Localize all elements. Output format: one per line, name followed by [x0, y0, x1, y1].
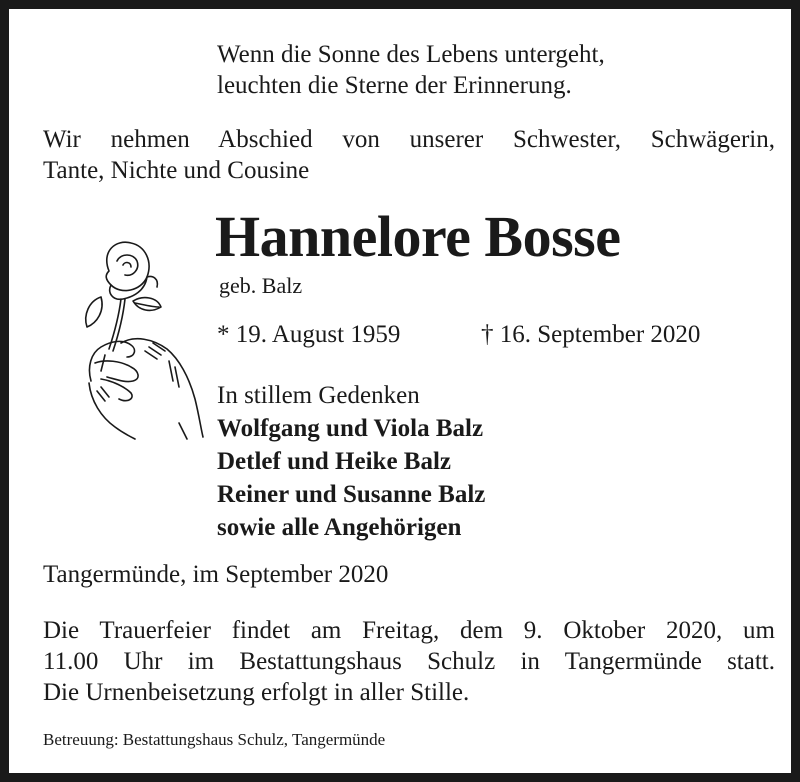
motto-line-1: Wenn die Sonne des Lebens untergeht,: [217, 41, 605, 68]
motto-line-2: leuchten die Sterne der Erinnerung.: [217, 72, 572, 99]
mourner-name: Reiner und Susanne Balz: [217, 481, 486, 508]
birth-name: geb. Balz: [219, 273, 303, 298]
rose-hand-illustration: [61, 231, 211, 441]
deceased-name: Hannelore Bosse: [215, 204, 621, 269]
mourners-heading: In stillem Gedenken: [217, 382, 420, 409]
mourner-name: Detlef und Heike Balz: [217, 448, 452, 475]
mourner-name: sowie alle Angehörigen: [217, 514, 462, 541]
service-line-2: 11.00 Uhr im Bestattungshaus Schulz in Tangermünde statt.: [43, 648, 775, 675]
mourner-name: Wolfgang und Viola Balz: [217, 415, 484, 442]
intro-line-1: Wir nehmen Abschied von unserer Schwester, Schwägerin,: [43, 126, 775, 153]
place-date: Tangermünde, im September 2020: [43, 561, 389, 588]
service-line-1: Die Trauerfeier findet am Freitag, dem 9. Oktober 2020, um: [43, 617, 775, 644]
funeral-service-info: [43, 615, 775, 708]
intro-text: [43, 124, 775, 186]
mourners-block: [217, 379, 485, 544]
care-credit: Betreuung: Bestattungshaus Schulz, Tangermünde: [43, 730, 386, 749]
birth-date: * 19. August 1959: [217, 321, 401, 348]
service-line-3: Die Urnenbeisetzung erfolgt in aller Stille.: [43, 679, 470, 706]
death-date: † 16. September 2020: [481, 321, 701, 348]
intro-line-2: Tante, Nichte und Cousine: [43, 157, 310, 184]
motto-quote: [217, 39, 605, 101]
